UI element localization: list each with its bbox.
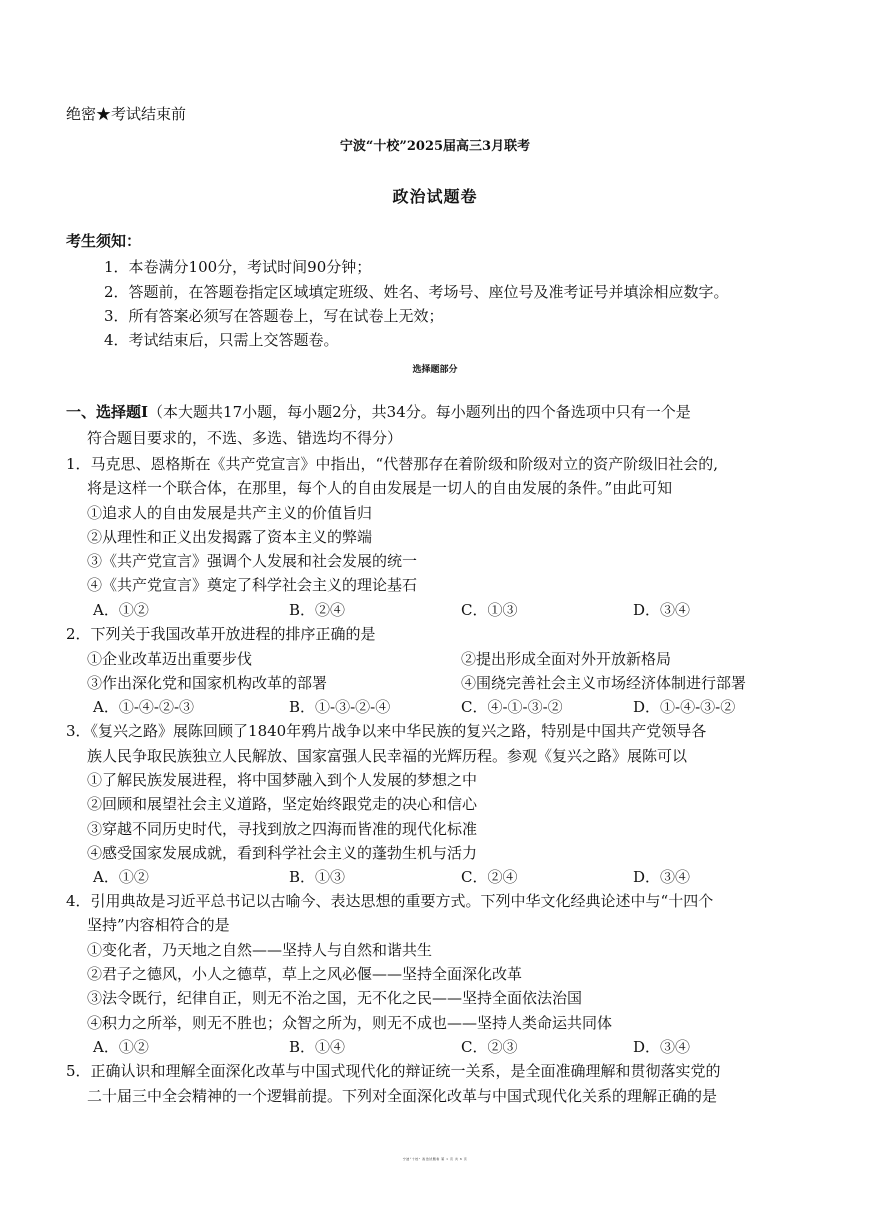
question-1-option-c[interactable]: C．①③ [461,601,518,619]
question-2-option-b[interactable]: B．①-③-②-④ [289,698,391,716]
page-footer: 宁波“十校” 政治试题卷 第 1 页 共 6 页 [402,1157,468,1161]
question-3-option-c[interactable]: C．②④ [461,868,518,886]
question-4-item: ①变化者，乃天地之自然——坚持人与自然和谐共生 [87,941,433,959]
notice-item: 1．本卷满分100分，考试时间90分钟； [104,258,372,276]
question-1-stem-cont: 将是这样一个联合体，在那里，每个人的自由发展是一切人的自由发展的条件。”由此可知 [87,479,673,497]
question-2-option-d[interactable]: D．①-④-③-② [633,698,736,716]
question-5-stem-cont: 二十届三中全会精神的一个逻辑前提。下列对全面深化改革与中国式现代化关系的理解正确的是 [87,1087,718,1105]
question-2-item: ③作出深化党和国家机构改革的部署 [87,674,328,692]
question-3-option-a[interactable]: A．①② [93,868,149,886]
question-2-option-c[interactable]: C．④-①-③-② [461,698,563,716]
question-2-stem: 2．下列关于我国改革开放进程的排序正确的是 [66,625,376,643]
notice-heading: 考生须知： [66,232,142,250]
question-2-option-a[interactable]: A．①-④-②-③ [93,698,195,716]
section-title: 选择题部分 [412,365,458,375]
part-desc-cont: 符合题目要求的，不选、多选、错选均不得分） [87,429,403,447]
notice-item: 3．所有答案必须写在答题卷上，写在试卷上无效； [104,307,444,325]
question-4-option-a[interactable]: A．①② [93,1038,149,1056]
question-1-item: ①追求人的自由发展是共产主义的价值旨归 [87,504,373,522]
question-2-item: ④围绕完善社会主义市场经济体制进行部署 [461,674,747,692]
question-3-option-d[interactable]: D．③④ [633,868,691,886]
part-intro [66,401,691,422]
question-1-item: ③《共产党宣言》强调个人发展和社会发展的统一 [87,552,418,570]
question-4-option-b[interactable]: B．①④ [289,1038,346,1056]
notice-item: 4．考试结束后，只需上交答题卷。 [104,331,339,349]
part-label: 一、选择题Ⅰ [66,403,149,421]
secret-label: 绝密★考试结束前 [66,105,187,123]
question-3-item: ①了解民族发展进程，将中国梦融入到个人发展的梦想之中 [87,771,478,789]
question-1-option-b[interactable]: B．②④ [289,601,346,619]
question-3-option-b[interactable]: B．①③ [289,868,346,886]
question-4-item: ③法令既行，纪律自正，则无不治之国，无不化之民——坚持全面依法治国 [87,989,583,1007]
exam-subtitle: 政治试题卷 [392,187,478,206]
question-2-item: ②提出形成全面对外开放新格局 [461,650,672,668]
question-4-item: ②君子之德风，小人之德草，草上之风必偃——坚持全面深化改革 [87,965,523,983]
exam-title: 宁波“十校”2025届高三3月联考 [339,139,531,154]
part-desc: （本大题共17小题，每小题2分，共34分。每小题列出的四个备选项中只有一个是 [148,403,691,421]
question-1-item: ②从理性和正义出发揭露了资本主义的弊端 [87,528,373,546]
question-3-item: ④感受国家发展成就，看到科学社会主义的蓬勃生机与活力 [87,844,478,862]
question-3-stem-cont: 族人民争取民族独立人民解放、国家富强人民幸福的光辉历程。参观《复兴之路》展陈可以 [87,747,688,765]
question-4-stem: 4．引用典故是习近平总书记以古喻今、表达思想的重要方式。下列中华文化经典论述中与“十四个 [66,892,714,910]
notice-item: 2．答题前，在答题卷指定区域填定班级、姓名、考场号、座位号及准考证号并填涂相应数字。 [104,283,729,301]
question-3-item: ②回顾和展望社会主义道路，坚定始终跟党走的决心和信心 [87,795,478,813]
question-4-option-d[interactable]: D．③④ [633,1038,691,1056]
question-2-item: ①企业改革迈出重要步伐 [87,650,253,668]
question-1-option-d[interactable]: D．③④ [633,601,691,619]
question-4-stem-cont: 坚持”内容相符合的是 [87,916,230,934]
question-1-option-a[interactable]: A．①② [93,601,149,619]
question-3-item: ③穿越不同历史时代，寻找到放之四海而皆准的现代化标准 [87,820,478,838]
question-1-item: ④《共产党宣言》奠定了科学社会主义的理论基石 [87,576,418,594]
question-1-stem: 1．马克思、恩格斯在《共产党宣言》中指出，“代替那存在着阶级和阶级对立的资产阶级旧社会的, [66,455,718,473]
question-4-item: ④积力之所举，则无不胜也；众智之所为，则无不成也——坚持人类命运共同体 [87,1014,613,1032]
question-3-stem: 3．《复兴之路》展陈回顾了1840年鸦片战争以来中华民族的复兴之路，特别是中国共产党领导各 [66,722,707,740]
question-5-stem: 5．正确认识和理解全面深化改革与中国式现代化的辩证统一关系，是全面准确理解和贯彻落实党的 [66,1062,721,1080]
question-4-option-c[interactable]: C．②③ [461,1038,518,1056]
